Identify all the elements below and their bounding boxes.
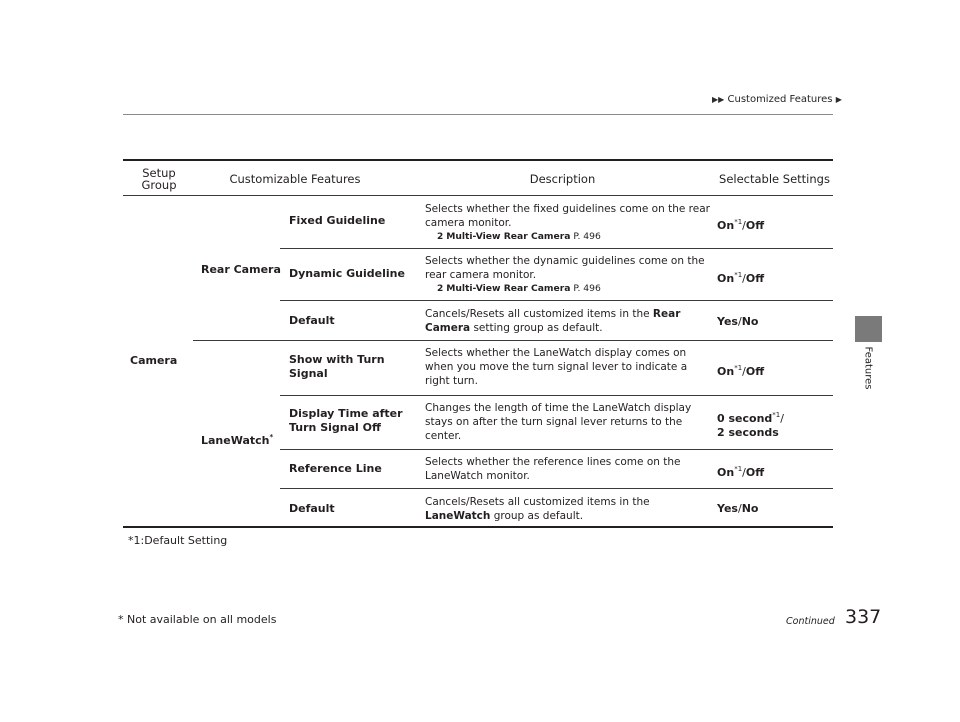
description-emphasis: Rear Camera	[425, 308, 681, 334]
setting-option-a: On	[717, 365, 735, 378]
reference-page: P. 496	[573, 231, 601, 242]
setting-display-time	[717, 408, 807, 440]
breadcrumb-arrow-end-icon: ▶	[835, 95, 842, 104]
setting-show-with-turn-signal	[717, 361, 833, 379]
description-text: Cancels/Resets all customized items in the	[425, 308, 653, 320]
reference-title[interactable]: Multi-View Rear Camera	[446, 283, 571, 294]
feature-display-time: Display Time after Turn Signal Off	[289, 407, 403, 434]
header-selectable-settings: Selectable Settings	[719, 172, 830, 186]
setting-separator: /	[780, 412, 784, 425]
header-customizable-features: Customizable Features	[229, 172, 361, 186]
description-show-with-turn-signal: Selects whether the LaneWatch display comes on when you move the turn signal lever to indicate a right turn.	[425, 347, 688, 387]
header-setup-group: Setup Group	[141, 166, 177, 192]
description-emphasis: LaneWatch	[425, 510, 491, 522]
breadcrumb-label: Customized Features	[727, 94, 833, 105]
page-number: 337	[845, 606, 882, 628]
table-bottom-rule	[123, 526, 833, 528]
description-text: Selects whether the dynamic guidelines come on the rear camera monitor.	[425, 255, 705, 281]
description-text-end: group as default.	[490, 510, 584, 522]
availability-note: * Not available on all models	[118, 613, 277, 626]
default-setting-mark: *1	[734, 271, 743, 279]
row-divider	[280, 300, 833, 301]
feature-default-lanewatch: Default	[289, 502, 335, 515]
feature-dynamic-guideline: Dynamic Guideline	[289, 267, 405, 280]
subgroup-rear-camera: Rear Camera	[201, 263, 281, 276]
row-divider	[280, 449, 833, 450]
default-setting-footnote: *1:Default Setting	[128, 534, 228, 547]
default-setting-mark: *1	[734, 218, 743, 226]
table-header-rule	[123, 195, 833, 196]
description-reference-line: Selects whether the reference lines come on the LaneWatch monitor.	[425, 456, 681, 482]
subgroup-divider	[193, 340, 833, 341]
setting-option-a: Yes	[717, 315, 738, 328]
setting-separator: /	[737, 315, 742, 328]
section-tab-label	[846, 338, 890, 398]
default-setting-mark: *1	[734, 465, 743, 473]
breadcrumb-arrows-icon: ▶▶	[712, 95, 725, 104]
setting-dynamic-guideline	[717, 268, 833, 286]
header-description: Description	[529, 172, 596, 186]
cross-reference[interactable]	[425, 282, 710, 296]
feature-fixed-guideline: Fixed Guideline	[289, 214, 386, 227]
subgroup-lanewatch	[201, 430, 273, 448]
setting-separator: /	[737, 502, 742, 515]
setting-reference-line	[717, 462, 833, 480]
setting-option-a: 0 second	[717, 412, 773, 425]
lanewatch-availability-mark: *	[269, 433, 274, 441]
cross-reference[interactable]	[425, 230, 710, 244]
description-default-lanewatch	[425, 495, 665, 523]
description-dynamic-guideline	[425, 254, 710, 296]
setting-option-b: Off	[745, 272, 765, 285]
table-top-rule	[123, 159, 833, 161]
description-text-end: setting group as default.	[470, 322, 603, 334]
description-display-time: Changes the length of time the LaneWatch display stays on after the turn signal lever returns to the center.	[425, 402, 692, 442]
description-default-rear-camera	[425, 307, 710, 335]
description-fixed-guideline	[425, 202, 710, 244]
reference-title[interactable]: Multi-View Rear Camera	[446, 231, 571, 242]
section-tab-text: Features	[862, 346, 874, 390]
continued-label: Continued	[786, 616, 835, 627]
reference-page: P. 496	[573, 283, 601, 294]
row-divider	[280, 488, 833, 489]
setting-default-lanewatch	[717, 502, 833, 516]
setting-fixed-guideline	[717, 215, 833, 233]
setting-option-a: On	[717, 219, 735, 232]
setting-option-a: On	[717, 466, 735, 479]
setting-option-a: Yes	[717, 502, 738, 515]
setting-separator: /	[742, 219, 746, 232]
setting-default-rear-camera	[717, 315, 833, 329]
description-text: Cancels/Resets all customized items in the	[425, 496, 650, 508]
setting-separator: /	[742, 365, 746, 378]
default-setting-mark: *1	[772, 411, 781, 419]
row-divider	[280, 395, 833, 396]
feature-show-with-turn-signal: Show with Turn Signal	[289, 353, 385, 380]
setting-separator: /	[742, 272, 746, 285]
description-text: Selects whether the fixed guidelines come on the rear camera monitor.	[425, 203, 710, 229]
setting-option-b: No	[741, 315, 759, 328]
setting-option-b: Off	[745, 219, 765, 232]
setting-option-b: 2 seconds	[717, 426, 779, 439]
feature-default-rear-camera: Default	[289, 314, 335, 327]
setup-group-camera: Camera	[130, 354, 178, 367]
setting-option-b: Off	[745, 466, 765, 479]
setting-option-b: Off	[745, 365, 765, 378]
setting-option-a: On	[717, 272, 735, 285]
reference-arrow-icon: 2	[437, 232, 444, 242]
default-setting-mark: *1	[734, 364, 743, 372]
breadcrumb	[712, 94, 842, 105]
feature-reference-line: Reference Line	[289, 462, 382, 475]
subgroup-lanewatch-label: LaneWatch	[201, 434, 270, 447]
setting-separator: /	[742, 466, 746, 479]
row-divider	[280, 248, 833, 249]
reference-arrow-icon: 2	[437, 284, 444, 294]
header-divider	[123, 114, 833, 115]
setting-option-b: No	[741, 502, 759, 515]
